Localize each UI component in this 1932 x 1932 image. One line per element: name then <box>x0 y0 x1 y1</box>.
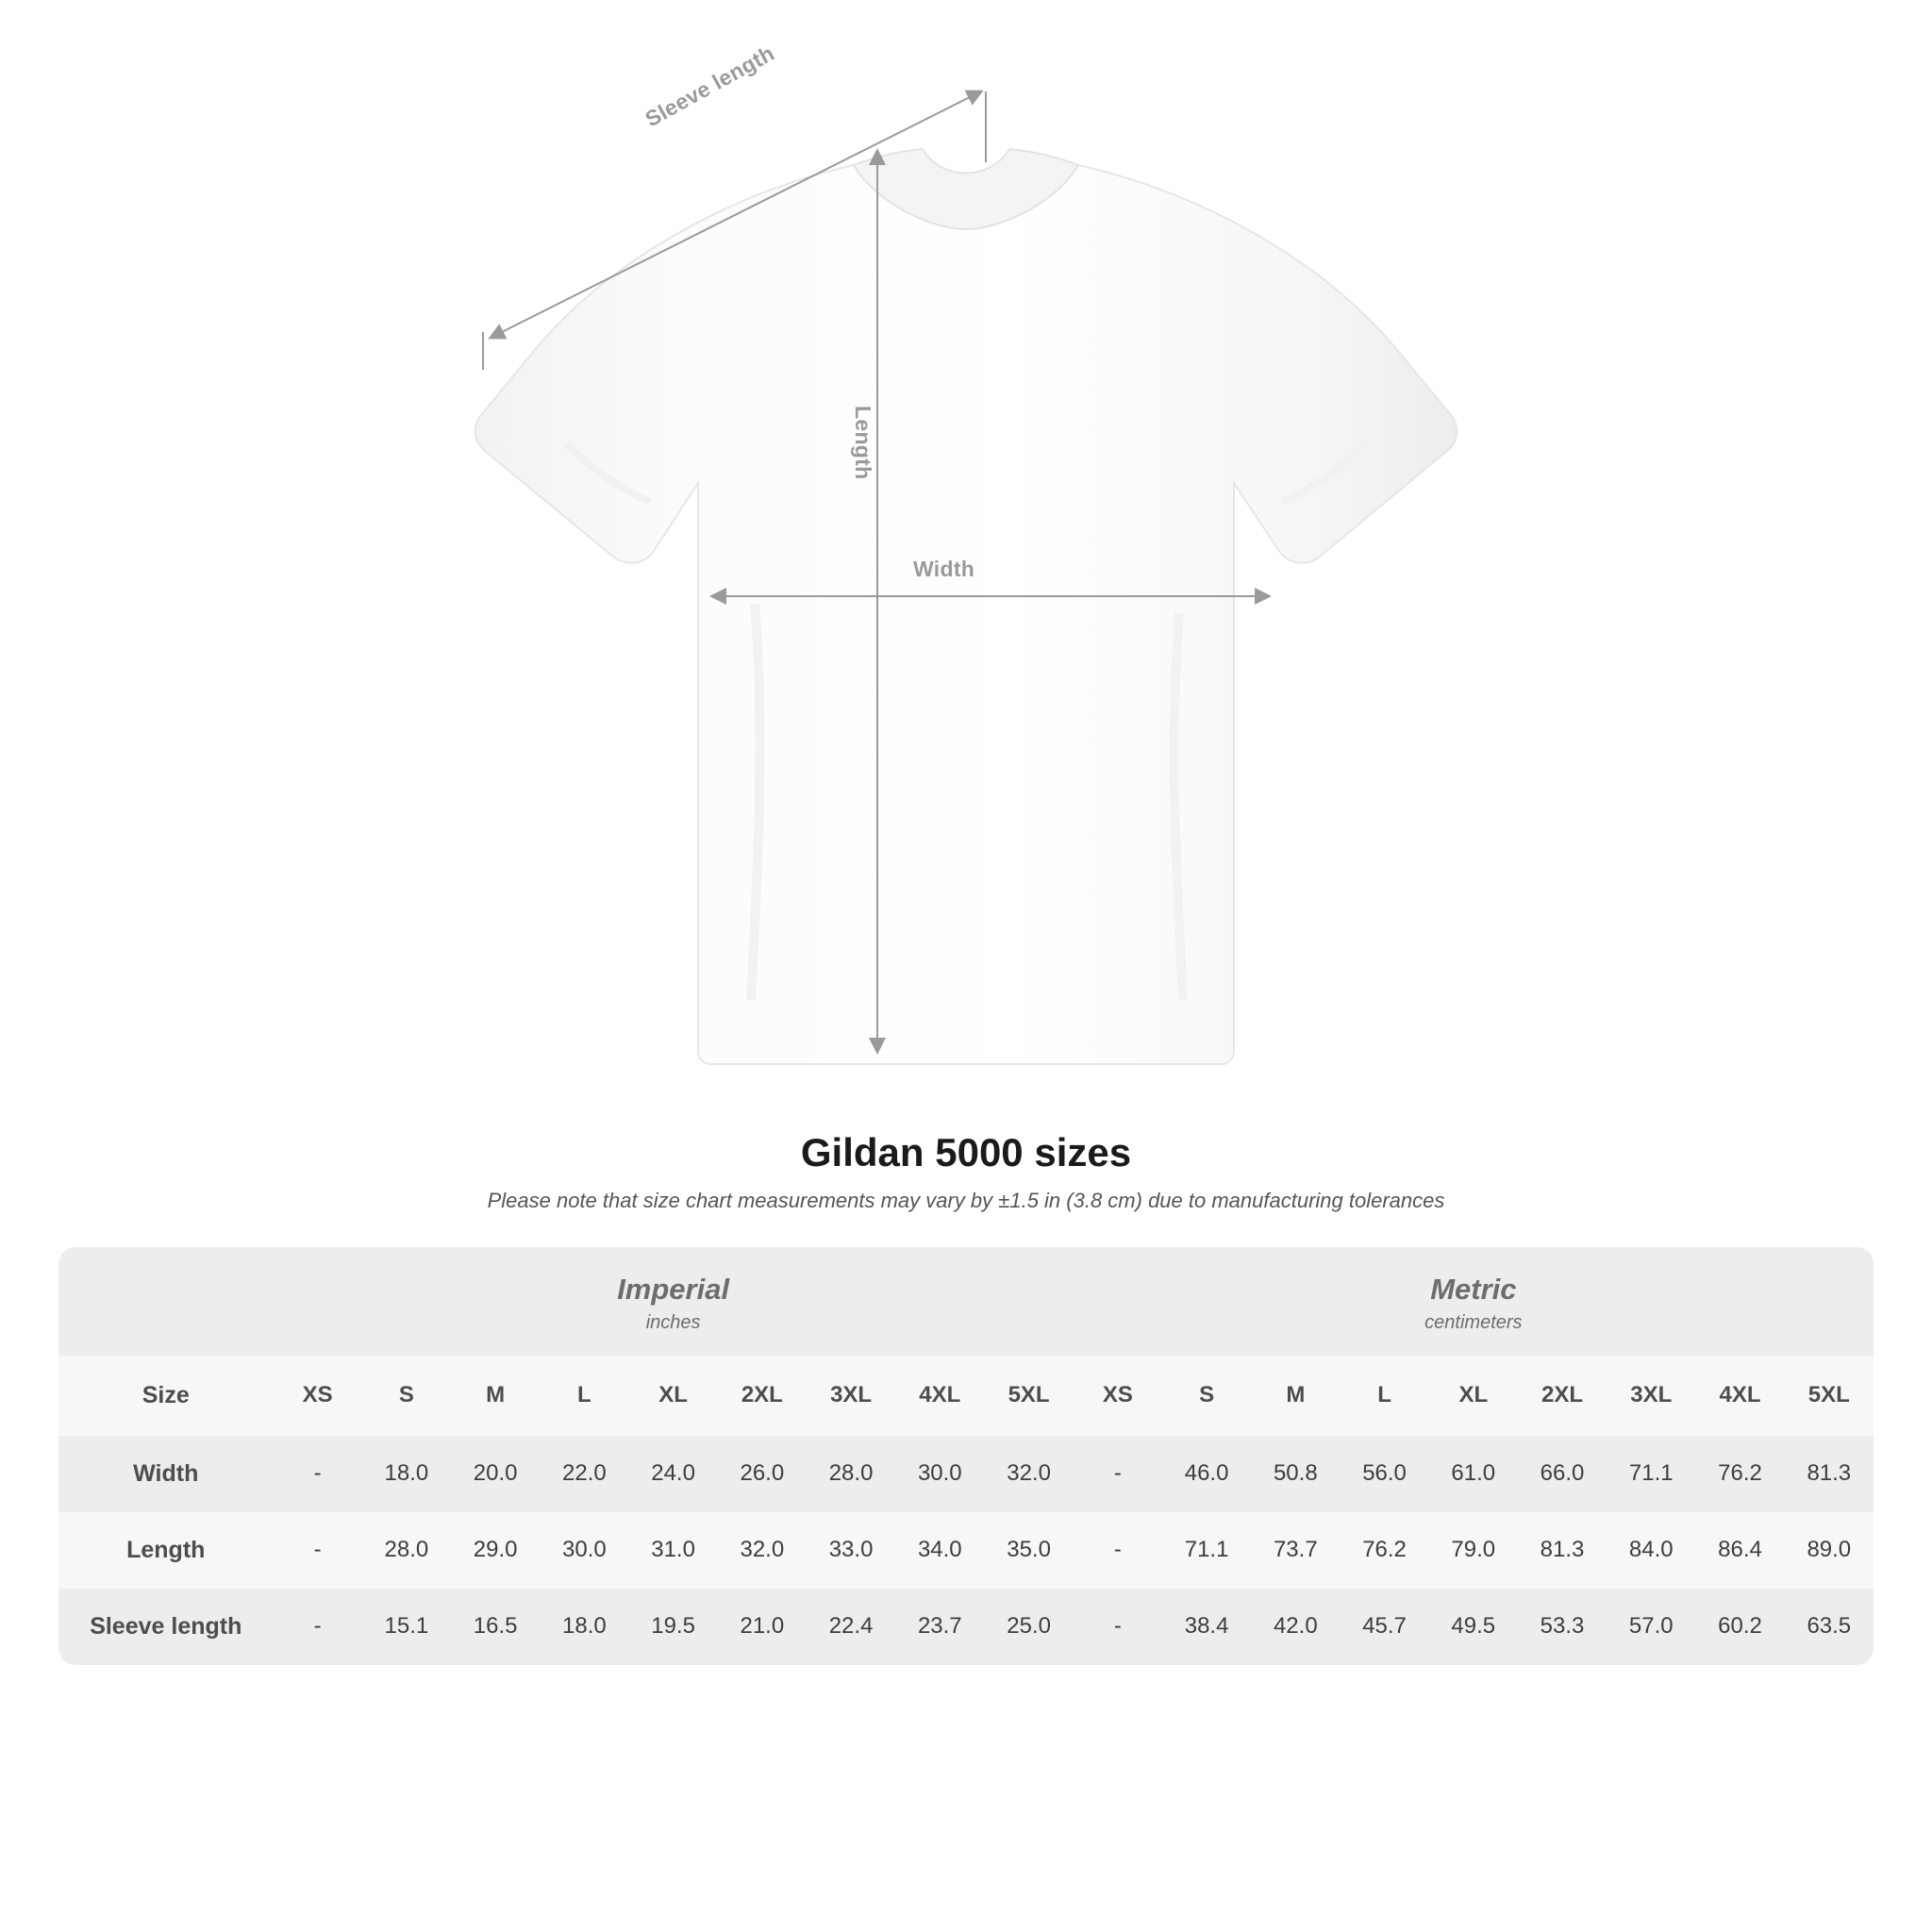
header-size-imperial-1: S <box>362 1356 451 1436</box>
sleeve-imperial-8: 25.0 <box>984 1589 1073 1665</box>
table-row-length <box>58 1512 1874 1589</box>
table-row-sleeve-length <box>58 1589 1874 1665</box>
header-size-imperial-2: M <box>451 1356 540 1436</box>
header-size-imperial-4: XL <box>628 1356 717 1436</box>
size-table-wrapper <box>58 1247 1874 1665</box>
length-metric-7: 86.4 <box>1695 1512 1784 1589</box>
header-size-metric-8: 5XL <box>1785 1356 1874 1436</box>
length-metric-6: 84.0 <box>1607 1512 1695 1589</box>
row-label-length: Length <box>58 1512 274 1589</box>
sleeve-metric-0: - <box>1074 1589 1162 1665</box>
sleeve-metric-3: 45.7 <box>1340 1589 1428 1665</box>
width-imperial-1: 18.0 <box>362 1436 451 1512</box>
unit-imperial-cell <box>274 1247 1074 1356</box>
length-imperial-8: 35.0 <box>984 1512 1073 1589</box>
length-imperial-7: 34.0 <box>895 1512 984 1589</box>
sleeve-imperial-2: 16.5 <box>451 1589 540 1665</box>
length-metric-1: 71.1 <box>1162 1512 1251 1589</box>
unit-imperial-title: Imperial <box>617 1273 730 1306</box>
width-imperial-0: - <box>274 1436 362 1512</box>
header-size-metric-1: S <box>1162 1356 1251 1436</box>
header-size-metric-3: L <box>1340 1356 1428 1436</box>
header-size-imperial-7: 4XL <box>895 1356 984 1436</box>
sleeve-metric-5: 53.3 <box>1518 1589 1607 1665</box>
length-metric-0: - <box>1074 1512 1162 1589</box>
length-imperial-6: 33.0 <box>807 1512 895 1589</box>
header-size-imperial-3: L <box>540 1356 628 1436</box>
width-imperial-5: 26.0 <box>718 1436 807 1512</box>
sleeve-imperial-3: 18.0 <box>540 1589 628 1665</box>
sleeve-metric-8: 63.5 <box>1785 1589 1874 1665</box>
header-size-metric-0: XS <box>1074 1356 1162 1436</box>
width-imperial-6: 28.0 <box>807 1436 895 1512</box>
header-size-label: Size <box>58 1356 274 1436</box>
sleeve-metric-6: 57.0 <box>1607 1589 1695 1665</box>
length-metric-3: 76.2 <box>1340 1512 1428 1589</box>
length-imperial-1: 28.0 <box>362 1512 451 1589</box>
sleeve-length-label: Sleeve length <box>641 40 779 132</box>
sleeve-imperial-6: 22.4 <box>807 1589 895 1665</box>
length-metric-4: 79.0 <box>1429 1512 1518 1589</box>
width-metric-1: 46.0 <box>1162 1436 1251 1512</box>
size-header-row <box>58 1356 1874 1436</box>
unit-metric-sub: centimeters <box>1424 1311 1523 1333</box>
width-metric-0: - <box>1074 1436 1162 1512</box>
tshirt-shape <box>475 149 1457 1064</box>
row-label-width: Width <box>58 1436 274 1512</box>
length-imperial-4: 31.0 <box>628 1512 717 1589</box>
length-metric-5: 81.3 <box>1518 1512 1607 1589</box>
header-size-metric-7: 4XL <box>1695 1356 1784 1436</box>
unit-band-spacer <box>58 1247 274 1356</box>
page-title: Gildan 5000 sizes <box>800 1130 1132 1174</box>
header-size-imperial-8: 5XL <box>984 1356 1073 1436</box>
header-size-metric-2: M <box>1251 1356 1340 1436</box>
width-label: Width <box>913 557 975 581</box>
width-metric-8: 81.3 <box>1785 1436 1874 1512</box>
length-imperial-3: 30.0 <box>540 1512 628 1589</box>
width-imperial-2: 20.0 <box>451 1436 540 1512</box>
unit-imperial-sub: inches <box>645 1311 701 1333</box>
header-size-metric-5: 2XL <box>1518 1356 1607 1436</box>
length-imperial-0: - <box>274 1512 362 1589</box>
width-metric-6: 71.1 <box>1607 1436 1695 1512</box>
length-metric-2: 73.7 <box>1251 1512 1340 1589</box>
sleeve-metric-2: 42.0 <box>1251 1589 1340 1665</box>
sleeve-imperial-1: 15.1 <box>362 1589 451 1665</box>
width-metric-5: 66.0 <box>1518 1436 1607 1512</box>
length-imperial-2: 29.0 <box>451 1512 540 1589</box>
unit-band-row <box>58 1247 1874 1356</box>
header-size-imperial-5: 2XL <box>718 1356 807 1436</box>
sleeve-imperial-5: 21.0 <box>718 1589 807 1665</box>
width-metric-7: 76.2 <box>1695 1436 1784 1512</box>
length-imperial-5: 32.0 <box>718 1512 807 1589</box>
sleeve-imperial-7: 23.7 <box>895 1589 984 1665</box>
header-size-imperial-0: XS <box>274 1356 362 1436</box>
unit-metric-cell <box>1074 1247 1874 1356</box>
width-metric-2: 50.8 <box>1251 1436 1340 1512</box>
length-metric-8: 89.0 <box>1785 1512 1874 1589</box>
width-metric-3: 56.0 <box>1340 1436 1428 1512</box>
header-size-metric-6: 3XL <box>1607 1356 1695 1436</box>
header-size-metric-4: XL <box>1429 1356 1518 1436</box>
width-imperial-7: 30.0 <box>895 1436 984 1512</box>
sleeve-imperial-4: 19.5 <box>628 1589 717 1665</box>
sleeve-metric-1: 38.4 <box>1162 1589 1251 1665</box>
sleeve-metric-4: 49.5 <box>1429 1589 1518 1665</box>
page-subtitle: Please note that size chart measurements may vary by ±1.5 in (3.8 cm) due to manufacturing tolerances <box>487 1189 1445 1212</box>
width-imperial-4: 24.0 <box>628 1436 717 1512</box>
title-block <box>0 1130 1932 1213</box>
header-size-imperial-6: 3XL <box>807 1356 895 1436</box>
width-imperial-8: 32.0 <box>984 1436 1073 1512</box>
unit-metric-title: Metric <box>1430 1273 1517 1306</box>
width-metric-4: 61.0 <box>1429 1436 1518 1512</box>
width-imperial-3: 22.0 <box>540 1436 628 1512</box>
size-table <box>58 1247 1874 1665</box>
sleeve-metric-7: 60.2 <box>1695 1589 1784 1665</box>
table-row-width <box>58 1436 1874 1512</box>
row-label-sleeve-length: Sleeve length <box>58 1589 274 1665</box>
length-label: Length <box>851 406 875 480</box>
sleeve-imperial-0: - <box>274 1589 362 1665</box>
